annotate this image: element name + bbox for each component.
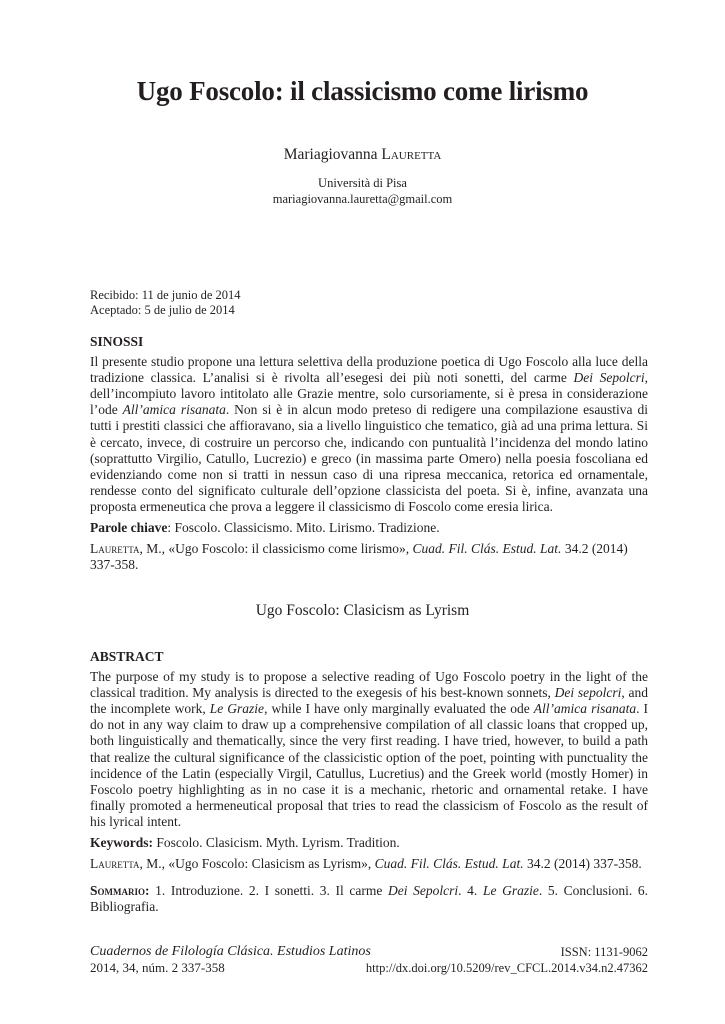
keywords-list: : Foscolo. Classicismo. Mito. Lirismo. Tradizione. <box>167 520 440 536</box>
sommario-italic-title: Dei Sepolcri <box>388 883 459 899</box>
abstract-section <box>90 649 648 915</box>
author-given-name: Mariagiovanna <box>283 146 378 163</box>
citation-journal: Cuad. Fil. Clás. Estud. Lat. <box>374 856 524 872</box>
keywords-label: Keywords: <box>90 835 153 851</box>
citation-title: , M., «Ugo Foscolo: Clasicism as Lyrism», <box>139 856 375 872</box>
abstract-text-part: , while I have only marginally evaluated the ode <box>264 701 534 717</box>
abstract-citation <box>90 856 648 872</box>
affiliation-university: Università di Pisa <box>318 176 407 190</box>
doi-link[interactable]: http://dx.doi.org/10.5209/rev_CFCL.2014.v34.n2.47362 <box>365 961 648 975</box>
sinossi-keywords <box>90 520 648 536</box>
sommario-text-part: 1. Introduzione. 2. I sonetti. 3. Il carme <box>149 883 389 899</box>
keywords-label: Parole chiave <box>90 520 168 536</box>
received-date: Recibido: 11 de junio de 2014 <box>90 288 241 302</box>
abstract-italic-title: Dei sepolcri <box>554 685 622 701</box>
sommario-text-part: . 4. <box>458 883 483 899</box>
author-email[interactable]: mariagiovanna.lauretta@gmail.com <box>272 192 453 206</box>
accepted-date: Aceptado: 5 de julio de 2014 <box>90 303 235 317</box>
journal-name: Cuadernos de Filología Clásica. Estudios Latinos <box>90 944 371 959</box>
author-family-name: Lauretta <box>381 146 442 163</box>
sinossi-italic-title: All’amica risanata <box>122 402 226 418</box>
sommario <box>90 883 648 915</box>
english-title: Ugo Foscolo: Clasicism as Lyrism <box>255 602 470 619</box>
citation-pages: 34.2 (2014) 337-358. <box>90 541 628 573</box>
sinossi-text-part: , dell’incompiuto lavoro intitolato alle Grazie mentre, solo cursoriamente, si è presa in considerazione l’ode <box>90 370 649 418</box>
abstract-italic-title: All’amica risanata <box>533 701 637 717</box>
issn: ISSN: 1131-9062 <box>560 945 648 959</box>
abstract-text <box>90 669 648 830</box>
abstract-text-part: . I do not in any way claim to draw up a comprehensive compilation of all classic loans that cropped up, both linguistically and thematically, since the very first reading. I have tried, however, to build a path that realize the cultural significance of the classicistic option of the poet, pointing with punctuality the incidence of the Latin (especially Virgil, Catullus, Lucretius) and the Greek world (mostly Homer) in Foscolo poetry highlighting as in no case it is a mechanic, rhetoric and ornamental retake. I have finally promoted a hermeneutical proposal that tries to read the classicism of Foscolo as the result of his lyrical intent. <box>90 701 649 829</box>
article-title: Ugo Foscolo: il classicismo come lirismo <box>136 76 589 106</box>
citation-pages: 34.2 (2014) 337-358. <box>523 856 642 872</box>
sinossi-section <box>90 334 648 573</box>
author-affiliation <box>0 175 725 207</box>
abstract-heading: ABSTRACT <box>90 649 164 664</box>
citation-author: Lauretta <box>90 856 140 872</box>
author-name <box>0 146 725 164</box>
sinossi-text-part: . Non si è in alcun modo preteso di redigere una compilazione esaustiva di tutti i prestiti classici che affioravano, sia a livello linguistico che tematico, già ad una prima lettura. Si è cercato, invece, di costruire un percorso che, indicando con puntualità l’incidenza del mondo latino (soprattutto Virgilio, Catullo, Lucrezio) e greco (in massima parte Omero) nella poesia foscoliana ed evidenziando come non si tratti in nessun caso di una ripresa meccanica, retorica ed ornamentale, rendesse conto del significato culturale dell’opzione classicista del poeta. Si è, infine, avanzata una proposta ermeneutica che prova a leggere il classicismo di Foscolo come eresia lirica. <box>90 402 648 514</box>
citation-journal: Cuad. Fil. Clás. Estud. Lat. <box>412 541 562 557</box>
sinossi-italic-title: Dei Sepolcri <box>573 370 645 386</box>
abstract-text-part: The purpose of my study is to propose a selective reading of Ugo Foscolo poetry in the light of the classical tradition. My analysis is directed to the exegesis of his best-known sonnets, <box>90 669 648 701</box>
abstract-italic-title: Le Grazie <box>209 701 265 717</box>
keywords-list: Foscolo. Clasicism. Myth. Lyrism. Tradition. <box>153 835 400 851</box>
citation-author: Lauretta <box>90 541 140 557</box>
submission-dates <box>90 288 241 318</box>
sinossi-text-part: Il presente studio propone una lettura selettiva della produzione poetica di Ugo Foscolo alla luce della tradizione classica. L’analisi si è rivolta all’esegesi dei più noti sonetti, del carme <box>90 354 648 386</box>
footer-identifiers <box>366 944 648 976</box>
sommario-italic-title: Le Grazie <box>482 883 539 899</box>
sommario-label: Sommario: <box>90 883 150 899</box>
sinossi-text <box>90 354 648 515</box>
sinossi-citation <box>90 541 648 573</box>
sinossi-heading: SINOSSI <box>90 334 144 349</box>
abstract-keywords <box>90 835 648 851</box>
abstract-text-part: , and the incomplete work, <box>90 685 648 717</box>
citation-title: , M., «Ugo Foscolo: il classicismo come lirismo», <box>139 541 413 557</box>
footer-journal-info <box>90 944 371 976</box>
journal-issue: 2014, 34, núm. 2 337-358 <box>90 960 225 975</box>
sommario-text-part: . 5. Conclusioni. 6. Bibliografia. <box>90 883 649 915</box>
